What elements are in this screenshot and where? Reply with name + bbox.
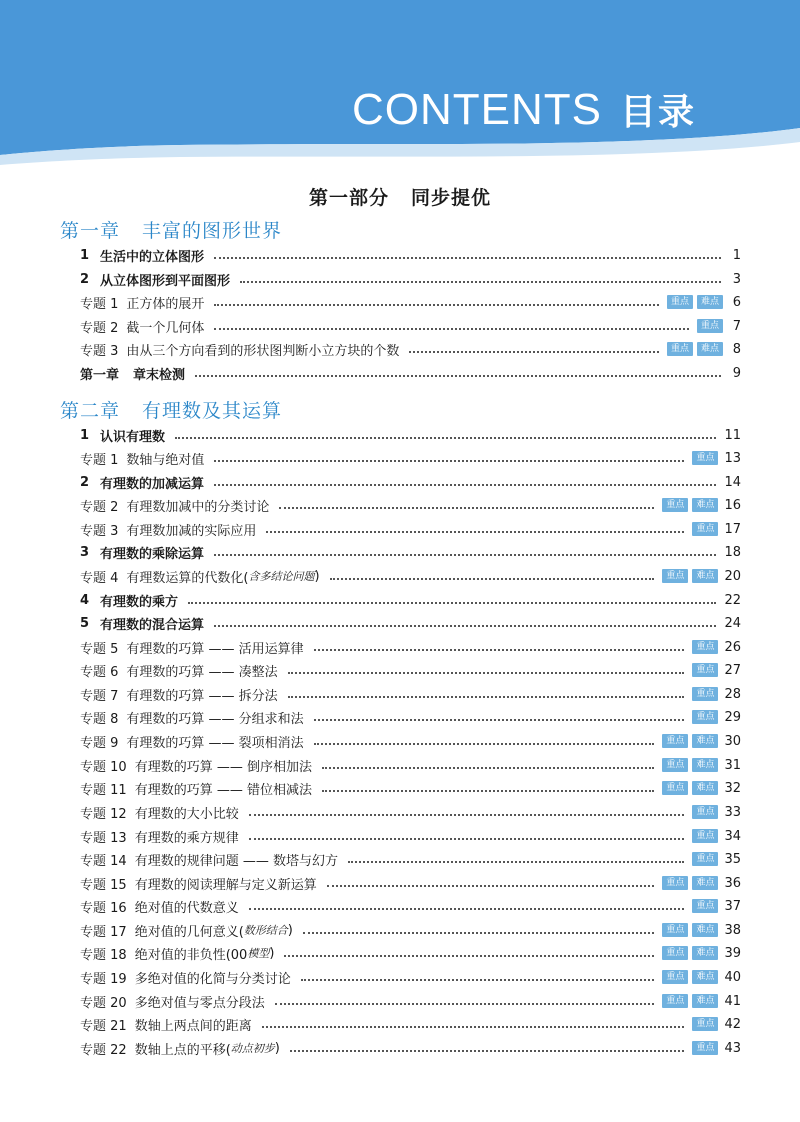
entry-note-close: ) [287,922,293,938]
key-point-badge: 重点 [662,569,688,583]
page-number: 20 [724,568,741,584]
toc-topic-entry[interactable] [80,942,741,964]
entry-title: 有理数的巧算 —— 凑整法 [126,664,278,680]
chapter-heading-1 [60,216,282,243]
key-point-badge: 重点 [692,899,718,913]
contents-title-en: CONTENTS [351,85,602,134]
entry-number: 专题 20 [80,995,127,1011]
entry-number: 专题 19 [80,971,127,987]
entry-number: 专题 4 [80,570,119,586]
entry-number: 专题 2 [80,499,119,515]
entry-label [80,897,239,916]
dot-leader [175,437,716,439]
entry-badges [692,687,718,701]
dot-leader [314,649,685,651]
page-number: 22 [724,592,741,608]
page-number: 31 [724,757,741,773]
entry-title: 绝对值的几何意义( [134,924,244,940]
entry-badges [662,946,718,960]
toc-topic-entry[interactable] [80,315,741,337]
key-point-badge: 重点 [692,1041,718,1055]
page-number: 11 [724,427,741,443]
dot-leader [288,672,685,674]
entry-number: 2 [80,271,90,287]
entry-label [80,803,239,822]
entry-note-close: ) [269,945,275,961]
entry-badges [692,1017,718,1031]
entry-title: 有理数加减的实际应用 [126,523,257,539]
toc-topic-entry[interactable] [80,848,741,870]
dot-leader [195,375,721,377]
page-number: 42 [724,1016,741,1032]
key-point-badge: 重点 [667,342,693,356]
page-number: 36 [724,875,741,891]
page-number: 16 [724,497,741,513]
entry-number: 3 [80,544,90,560]
entry-number: 专题 2 [80,320,119,336]
entry-label [80,921,293,940]
key-point-badge: 重点 [662,734,688,748]
entry-label [80,638,304,657]
toc-topic-entry[interactable] [80,518,741,540]
entry-badges [692,663,718,677]
entry-title: 有理数的巧算 —— 错位相减法 [134,782,312,798]
contents-title-cn: 目录 [619,92,696,133]
toc-topic-entry[interactable] [80,872,741,894]
key-point-badge: 重点 [692,710,718,724]
page-number: 24 [724,615,741,631]
toc-topic-entry[interactable] [80,565,741,587]
page-number: 1 [732,247,741,263]
entry-number: 专题 18 [80,947,127,963]
dot-leader [409,351,659,353]
page-number: 8 [732,341,741,357]
dot-leader [214,484,716,486]
entry-label [80,246,204,265]
entry-badges [692,710,718,724]
dot-leader [249,838,685,840]
dot-leader [214,304,659,306]
toc-section-entry[interactable] [80,362,741,384]
entry-title: 有理数的巧算 —— 裂项相消法 [126,735,304,751]
entry-title: 数轴与绝对值 [126,452,205,468]
toc-topic-entry[interactable] [80,919,741,941]
dot-leader [214,257,721,259]
toc-section-entry[interactable] [80,424,741,446]
entry-note-close: ) [274,1040,280,1056]
dot-leader [240,281,721,283]
toc-topic-entry[interactable] [80,966,741,988]
entry-title: 有理数的加减运算 [100,476,205,492]
toc-topic-entry[interactable] [80,730,741,752]
entry-number: 专题 14 [80,853,127,869]
entry-number: 专题 10 [80,759,127,775]
entry-badges [667,295,723,309]
dot-leader [327,885,655,887]
toc-section-entry[interactable] [80,541,741,563]
key-point-badge: 重点 [662,994,688,1008]
page-number: 17 [724,521,741,537]
entry-number: 专题 22 [80,1042,127,1058]
entry-badges [662,994,718,1008]
entry-badges [662,569,718,583]
difficult-point-badge: 难点 [692,758,718,772]
entry-title: 生活中的立体图形 [100,249,205,265]
entry-label [80,473,204,492]
dot-leader [322,767,654,769]
page-number: 9 [732,365,741,381]
dot-leader [279,507,654,509]
entry-note: 含多结论问题 [248,570,315,583]
entry-badges [662,758,718,772]
entry-label [80,756,312,775]
entry-label [80,520,256,539]
page-number: 33 [724,804,741,820]
entry-label [80,426,165,445]
page-number: 32 [724,780,741,796]
entry-label [80,1015,252,1034]
contents-title [352,84,696,135]
entry-label [80,850,338,869]
entry-title: 有理数的乘除运算 [100,546,205,562]
entry-number: 专题 3 [80,523,119,539]
dot-leader [348,861,684,863]
toc-section-entry[interactable] [80,244,741,266]
toc-section-entry[interactable] [80,471,741,493]
chapter-heading-2 [60,396,282,423]
entry-number: 1 [80,427,90,443]
entry-note: 动点初步 [230,1042,275,1055]
dot-leader [188,602,716,604]
entry-badges [692,640,718,654]
toc-topic-entry[interactable] [80,291,741,313]
dot-leader [249,908,685,910]
entry-title: 有理数的阅读理解与定义新运算 [134,877,317,893]
entry-number: 专题 7 [80,688,119,704]
entry-badges [692,829,718,843]
dot-leader [301,979,655,981]
dot-leader [214,554,716,556]
toc-topic-entry[interactable] [80,494,741,516]
entry-badges [662,734,718,748]
toc-topic-entry[interactable] [80,683,741,705]
entry-note: 模型 [247,947,270,960]
page-number: 29 [724,709,741,725]
entry-number: 专题 17 [80,924,127,940]
entry-number: 专题 1 [80,452,119,468]
difficult-point-badge: 难点 [692,946,718,960]
entry-title: 数轴上两点间的距离 [134,1018,252,1034]
entry-number: 专题 1 [80,296,119,312]
entry-badges [692,899,718,913]
dot-leader [330,578,655,580]
header-banner [0,0,800,175]
entry-number: 专题 8 [80,711,119,727]
entry-title: 有理数的巧算 —— 拆分法 [126,688,278,704]
page-number: 26 [724,639,741,655]
entry-badges [662,923,718,937]
entry-label [80,317,204,336]
toc-topic-entry[interactable] [80,706,741,728]
page-number: 34 [724,828,741,844]
entry-label [80,779,312,798]
key-point-badge: 重点 [662,923,688,937]
entry-badges [692,522,718,536]
page-number: 3 [732,271,741,287]
entry-number: 专题 13 [80,830,127,846]
entry-note-close: ) [314,568,320,584]
key-point-badge: 重点 [692,663,718,677]
toc-topic-entry[interactable] [80,447,741,469]
key-point-badge: 重点 [662,970,688,984]
entry-number: 专题 16 [80,900,127,916]
chapter-number: 第一章 [60,220,121,242]
page-number: 40 [724,969,741,985]
page-number: 30 [724,733,741,749]
entry-label [80,340,399,359]
page-number: 28 [724,686,741,702]
entry-title: 有理数的混合运算 [100,617,205,633]
entry-number: 专题 9 [80,735,119,751]
key-point-badge: 重点 [692,451,718,465]
entry-number: 1 [80,247,90,263]
entry-title: 有理数的巧算 —— 倒序相加法 [134,759,312,775]
entry-label [80,992,265,1011]
entry-number: 专题 5 [80,641,119,657]
dot-leader [214,625,716,627]
page-number: 14 [724,474,741,490]
toc-section-entry[interactable] [80,612,741,634]
entry-title: 有理数的乘方 [100,594,179,610]
toc-topic-entry[interactable] [80,801,741,823]
entry-number: 第一章 [80,367,120,383]
entry-title: 正方体的展开 [126,296,205,312]
difficult-point-badge: 难点 [692,569,718,583]
entry-title: 由从三个方向看到的形状图判断小立方块的个数 [126,343,400,359]
entry-badges [662,970,718,984]
entry-number: 专题 21 [80,1018,127,1034]
key-point-badge: 重点 [662,946,688,960]
toc-topic-entry[interactable] [80,777,741,799]
entry-number: 专题 11 [80,782,127,798]
dot-leader [284,955,654,957]
entry-label [80,944,274,963]
dot-leader [314,743,655,745]
entry-label [80,874,317,893]
entry-badges [662,876,718,890]
entry-label [80,270,230,289]
key-point-badge: 重点 [692,1017,718,1031]
key-point-badge: 重点 [662,876,688,890]
dot-leader [288,696,685,698]
page-number: 37 [724,898,741,914]
dot-leader [262,1026,685,1028]
page-number: 43 [724,1040,741,1056]
key-point-badge: 重点 [692,522,718,536]
page-number: 39 [724,945,741,961]
dot-leader [275,1003,655,1005]
toc-topic-entry[interactable] [80,659,741,681]
entry-label [80,968,291,987]
entry-title: 有理数的规律问题 —— 数塔与幻方 [134,853,338,869]
difficult-point-badge: 难点 [692,970,718,984]
entry-number: 5 [80,615,90,631]
toc-topic-entry[interactable] [80,825,741,847]
dot-leader [214,328,689,330]
entry-label [80,567,320,586]
entry-number: 专题 6 [80,664,119,680]
part-title [0,183,800,210]
entry-title: 认识有理数 [100,429,166,445]
toc-topic-entry[interactable] [80,338,741,360]
entry-badges [667,342,723,356]
key-point-badge: 重点 [692,805,718,819]
entry-badges [697,319,723,333]
key-point-badge: 重点 [692,640,718,654]
entry-label [80,293,204,312]
entry-title: 绝对值的非负性(00 [134,947,248,963]
dot-leader [249,814,685,816]
entry-label [80,685,278,704]
key-point-badge: 重点 [692,829,718,843]
page-number: 35 [724,851,741,867]
entry-label [80,661,278,680]
entry-note: 数形结合 [243,924,288,937]
toc-topic-entry[interactable] [80,636,741,658]
page-number: 7 [732,318,741,334]
dot-leader [214,460,684,462]
dot-leader [303,932,655,934]
toc-topic-entry[interactable] [80,1037,741,1059]
difficult-point-badge: 难点 [692,876,718,890]
key-point-badge: 重点 [662,758,688,772]
difficult-point-badge: 难点 [697,295,723,309]
difficult-point-badge: 难点 [692,923,718,937]
entry-badges [692,852,718,866]
entry-label [80,1039,280,1058]
part-name: 同步提优 [411,187,492,209]
entry-badges [692,1041,718,1055]
entry-title: 截一个几何体 [126,320,205,336]
key-point-badge: 重点 [692,687,718,701]
entry-label [80,543,204,562]
entry-label [80,827,239,846]
chapter-name: 有理数及其运算 [142,400,283,422]
chapter-name: 丰富的图形世界 [142,220,283,242]
toc-topic-entry[interactable] [80,895,741,917]
page-number: 18 [724,544,741,560]
entry-label [80,496,269,515]
key-point-badge: 重点 [662,498,688,512]
entry-badges [692,805,718,819]
entry-label [80,614,204,633]
dot-leader [290,1050,685,1052]
page-number: 6 [732,294,741,310]
entry-title: 有理数运算的代数化( [126,570,249,586]
page-number: 38 [724,922,741,938]
toc-topic-entry[interactable] [80,990,741,1012]
entry-title: 章末检测 [133,367,186,383]
key-point-badge: 重点 [667,295,693,309]
entry-title: 多绝对值与零点分段法 [134,995,265,1011]
entry-label [80,732,304,751]
key-point-badge: 重点 [697,319,723,333]
toc-section-entry[interactable] [80,589,741,611]
page-number: 27 [724,662,741,678]
toc-topic-entry[interactable] [80,754,741,776]
difficult-point-badge: 难点 [692,734,718,748]
entry-label [80,591,178,610]
entry-number: 4 [80,592,90,608]
difficult-point-badge: 难点 [692,498,718,512]
entry-title: 有理数的大小比较 [134,806,239,822]
entry-number: 专题 12 [80,806,127,822]
entry-label [80,708,304,727]
entry-title: 有理数的巧算 —— 活用运算律 [126,641,304,657]
dot-leader [322,790,654,792]
part-number: 第一部分 [308,187,389,209]
entry-title: 数轴上点的平移( [134,1042,231,1058]
entry-label [80,364,185,383]
entry-title: 有理数的乘方规律 [134,830,239,846]
entry-badges [662,781,718,795]
page-number: 13 [724,450,741,466]
difficult-point-badge: 难点 [697,342,723,356]
difficult-point-badge: 难点 [692,781,718,795]
page-number: 41 [724,993,741,1009]
entry-title: 绝对值的代数意义 [134,900,239,916]
entry-badges [662,498,718,512]
entry-number: 专题 3 [80,343,119,359]
toc-section-entry[interactable] [80,268,741,290]
entry-title: 有理数的巧算 —— 分组求和法 [126,711,304,727]
toc-topic-entry[interactable] [80,1013,741,1035]
dot-leader [266,531,684,533]
entry-badges [692,451,718,465]
key-point-badge: 重点 [662,781,688,795]
entry-title: 从立体图形到平面图形 [100,273,231,289]
difficult-point-badge: 难点 [692,994,718,1008]
chapter-number: 第二章 [60,400,121,422]
entry-title: 有理数加减中的分类讨论 [126,499,270,515]
entry-number: 专题 15 [80,877,127,893]
entry-label [80,449,204,468]
key-point-badge: 重点 [692,852,718,866]
entry-title: 多绝对值的化简与分类讨论 [134,971,291,987]
entry-number: 2 [80,474,90,490]
dot-leader [314,719,685,721]
